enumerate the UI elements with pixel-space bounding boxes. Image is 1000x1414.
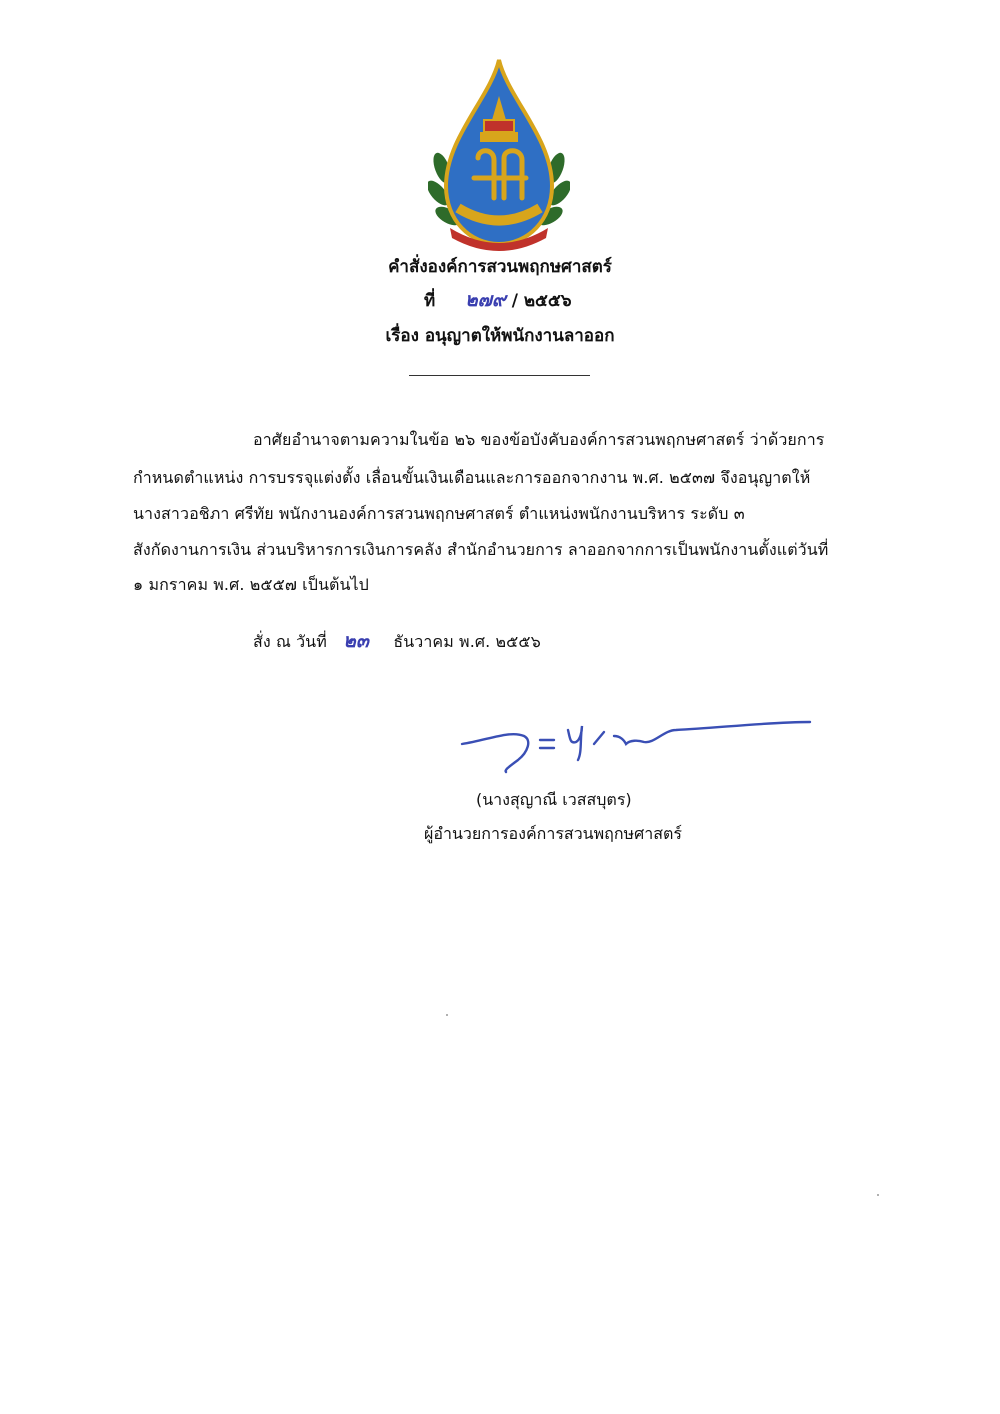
order-subject: เรื่อง อนุญาตให้พนักงานลาออก <box>385 326 615 346</box>
organization-logo <box>428 58 570 254</box>
order-date-day-handwritten: ๒๓ <box>343 630 369 652</box>
order-title: คำสั่งองค์การสวนพฤกษศาสตร์ <box>388 257 612 277</box>
body-line-3: นางสาวอชิภา ศรีทัย พนักงานองค์การสวนพฤกษศาสตร์ ตำแหน่งพนักงานบริหาร ระดับ ๓ <box>133 504 745 523</box>
body-line-1: อาศัยอำนาจตามความในข้อ ๒๖ ของข้อบังคับองค์การสวนพฤกษศาสตร์ ว่าด้วยการ <box>253 430 825 449</box>
body-line-4: สังกัดงานการเงิน ส่วนบริหารการเงินการคลัง สำนักอำนวยการ ลาออกจากการเป็นพนักงานตั้งแต่วันที่ <box>133 540 829 559</box>
order-number-year: / ๒๕๕๖ <box>511 291 572 311</box>
order-date-rest: ธันวาคม พ.ศ. ๒๕๕๖ <box>393 632 541 651</box>
order-number-prefix: ที่ <box>424 291 436 311</box>
order-number-handwritten: ๒๗๙ <box>465 289 506 311</box>
body-line-5: ๑ มกราคม พ.ศ. ๒๕๕๗ เป็นต้นไป <box>133 575 369 594</box>
order-date <box>253 626 541 656</box>
signatory-position: ผู้อำนวยการองค์การสวนพฤกษศาสตร์ <box>424 824 682 843</box>
scan-speck <box>877 1194 879 1196</box>
order-date-prefix: สั่ง ณ วันที่ <box>253 632 327 651</box>
signatory-name: (นางสุญาณี เวสสบุตร) <box>476 790 632 809</box>
body-line-2: กำหนดตำแหน่ง การบรรจุแต่งตั้ง เลื่อนขั้นเงินเดือนและการออกจากงาน พ.ศ. ๒๕๓๗ จึงอนุญาตให้ <box>133 468 811 487</box>
scan-speck <box>446 1014 448 1016</box>
handwritten-signature <box>458 700 818 790</box>
header-divider <box>409 375 590 376</box>
order-number <box>424 285 572 315</box>
